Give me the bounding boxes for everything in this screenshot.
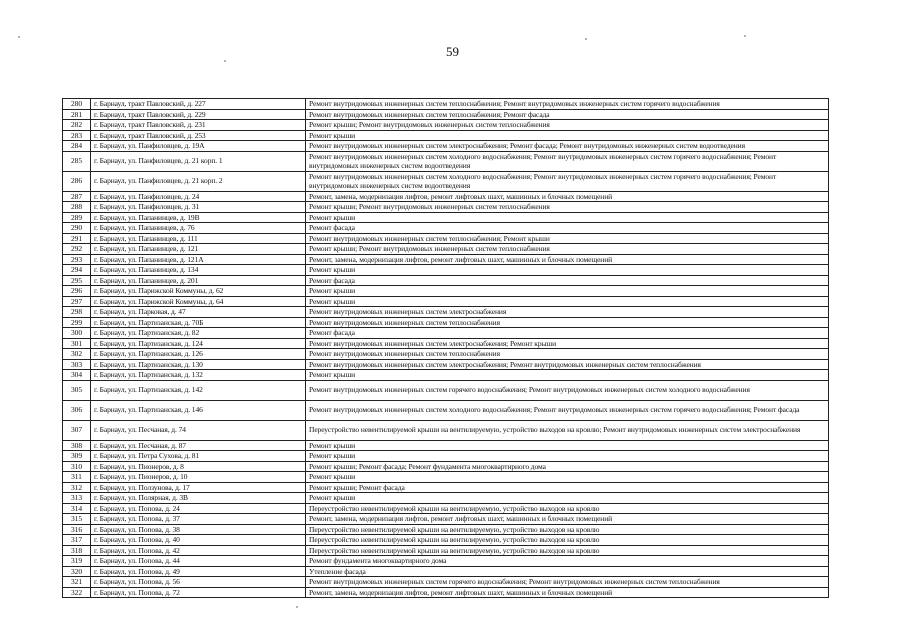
table-row [63, 338, 829, 349]
row-address: г. Барнаул, тракт Павловский, д. 227 [91, 99, 306, 110]
table-row [63, 493, 829, 504]
row-number: 287 [63, 191, 91, 202]
table-row [63, 482, 829, 493]
row-number: 306 [63, 400, 91, 420]
row-address: г. Барнаул, ул. Парижской Коммуны, д. 62 [91, 286, 306, 297]
table-row [63, 349, 829, 360]
row-address: г. Барнаул, ул. Папанинцев, д. 121А [91, 254, 306, 265]
row-works: Ремонт крыши; Ремонт внутридомовых инженерных систем теплоснабжения [306, 244, 829, 255]
row-works: Ремонт фасада [306, 275, 829, 286]
scan-speck [744, 35, 746, 37]
row-address: г. Барнаул, тракт Павловский, д. 253 [91, 130, 306, 141]
row-works: Ремонт, замена, модернизация лифтов, ремонт лифтовых шахт, машинных и блочных помещений [306, 587, 829, 598]
row-number: 285 [63, 151, 91, 171]
table-row [63, 109, 829, 120]
table-row [63, 524, 829, 535]
table-row [63, 223, 829, 234]
row-works: Ремонт внутридомовых инженерных систем электроснабжения [306, 307, 829, 318]
row-works: Ремонт внутридомовых инженерных систем теплоснабжения; Ремонт фасада [306, 109, 829, 120]
table-row [63, 120, 829, 131]
row-works: Ремонт крыши [306, 472, 829, 483]
table-row [63, 566, 829, 577]
row-number: 283 [63, 130, 91, 141]
row-works: Переустройство невентилируемой крыши на вентилируемую, устройство выходов на кровлю; Ремонт внутридомовых инженерных систем электроснабжения [306, 420, 829, 440]
table-row [63, 307, 829, 318]
row-address: г. Барнаул, ул. Песчаная, д. 74 [91, 420, 306, 440]
row-address: г. Барнаул, ул. Папанинцев, д. 134 [91, 265, 306, 276]
row-number: 297 [63, 296, 91, 307]
row-works: Ремонт внутридомовых инженерных систем холодного водоснабжения; Ремонт внутридомовых инженерных систем горячего водоснабжения; Ремонт фасада [306, 400, 829, 420]
row-works: Ремонт крыши; Ремонт внутридомовых инженерных систем теплоснабжения [306, 120, 829, 131]
row-number: 286 [63, 171, 91, 191]
table-row [63, 244, 829, 255]
row-works: Переустройство невентилируемой крыши на вентилируемую, устройство выходов на кровлю [306, 535, 829, 546]
row-number: 300 [63, 328, 91, 339]
row-number: 291 [63, 233, 91, 244]
table-row [63, 400, 829, 420]
row-address: г. Барнаул, ул. Панфиловцев, д. 19А [91, 141, 306, 152]
table-row [63, 296, 829, 307]
row-number: 316 [63, 524, 91, 535]
row-address: г. Барнаул, ул. Партизанская, д. 70Б [91, 317, 306, 328]
row-address: г. Барнаул, ул. Папанинцев, д. 121 [91, 244, 306, 255]
row-number: 281 [63, 109, 91, 120]
table-row [63, 370, 829, 381]
table-row [63, 202, 829, 213]
row-works: Ремонт крыши [306, 296, 829, 307]
table-row [63, 461, 829, 472]
row-number: 302 [63, 349, 91, 360]
row-address: г. Барнаул, ул. Панфиловцев, д. 21 корп. 2 [91, 171, 306, 191]
row-address: г. Барнаул, ул. Партизанская, д. 130 [91, 359, 306, 370]
table-row [63, 151, 829, 171]
table-row [63, 275, 829, 286]
row-number: 298 [63, 307, 91, 318]
row-number: 293 [63, 254, 91, 265]
row-address: г. Барнаул, ул. Попова, д. 38 [91, 524, 306, 535]
row-number: 322 [63, 587, 91, 598]
table-row [63, 503, 829, 514]
row-address: г. Барнаул, ул. Пионеров, д. 10 [91, 472, 306, 483]
table-row [63, 440, 829, 451]
row-address: г. Барнаул, ул. Парковая, д. 47 [91, 307, 306, 318]
row-works: Ремонт внутридомовых инженерных систем теплоснабжения [306, 349, 829, 360]
row-works: Ремонт крыши [306, 451, 829, 462]
row-works: Ремонт внутридомовых инженерных систем теплоснабжения; Ремонт крыши [306, 233, 829, 244]
table-row [63, 141, 829, 152]
row-address: г. Барнаул, ул. Песчаная, д. 87 [91, 440, 306, 451]
table-row [63, 233, 829, 244]
row-works: Ремонт крыши [306, 212, 829, 223]
row-number: 305 [63, 380, 91, 400]
row-works: Ремонт внутридомовых инженерных систем холодного водоснабжения; Ремонт внутридомовых инженерных систем горячего водоснабжения; Ремонт внутридомовых инженерных систем водоотведения [306, 151, 829, 171]
row-number: 320 [63, 566, 91, 577]
row-works: Переустройство невентилируемой крыши на вентилируемую, устройство выходов на кровлю [306, 524, 829, 535]
row-number: 314 [63, 503, 91, 514]
row-number: 312 [63, 482, 91, 493]
row-number: 318 [63, 545, 91, 556]
row-works: Переустройство невентилируемой крыши на вентилируемую, устройство выходов на кровлю [306, 545, 829, 556]
scan-speck [18, 36, 20, 38]
row-number: 311 [63, 472, 91, 483]
row-address: г. Барнаул, тракт Павловский, д. 229 [91, 109, 306, 120]
row-address: г. Барнаул, ул. Полярная, д. 3В [91, 493, 306, 504]
table-row [63, 212, 829, 223]
row-address: г. Барнаул, ул. Партизанская, д. 124 [91, 338, 306, 349]
table-row [63, 451, 829, 462]
row-address: г. Барнаул, ул. Партизанская, д. 132 [91, 370, 306, 381]
row-works: Ремонт крыши [306, 370, 829, 381]
table-row [63, 556, 829, 567]
scan-speck [585, 38, 587, 40]
row-address: г. Барнаул, ул. Попова, д. 72 [91, 587, 306, 598]
table-row [63, 577, 829, 588]
scan-speck [224, 60, 226, 62]
scan-speck [296, 606, 298, 608]
table-row [63, 545, 829, 556]
row-works: Ремонт, замена, модернизация лифтов, ремонт лифтовых шахт, машинных и блочных помещений [306, 191, 829, 202]
row-address: г. Барнаул, ул. Попова, д. 24 [91, 503, 306, 514]
row-works: Ремонт крыши [306, 130, 829, 141]
row-works: Ремонт, замена, модернизация лифтов, ремонт лифтовых шахт, машинных и блочных помещений [306, 514, 829, 525]
table-row [63, 286, 829, 297]
row-address: г. Барнаул, ул. Панфиловцев, д. 24 [91, 191, 306, 202]
table-body [63, 99, 829, 598]
row-works: Ремонт крыши; Ремонт фасада; Ремонт фундамента многоквартирного дома [306, 461, 829, 472]
row-works: Ремонт внутридомовых инженерных систем электроснабжения; Ремонт крыши [306, 338, 829, 349]
table-row [63, 171, 829, 191]
table-row [63, 380, 829, 400]
row-works: Ремонт фасада [306, 328, 829, 339]
row-address: г. Барнаул, ул. Попова, д. 49 [91, 566, 306, 577]
row-works: Ремонт крыши [306, 493, 829, 504]
row-works: Ремонт внутридомовых инженерных систем горячего водоснабжения; Ремонт внутридомовых инженерных систем теплоснабжения [306, 577, 829, 588]
row-address: г. Барнаул, ул. Попова, д. 44 [91, 556, 306, 567]
table-row [63, 420, 829, 440]
row-number: 290 [63, 223, 91, 234]
row-address: г. Барнаул, ул. Партизанская, д. 82 [91, 328, 306, 339]
row-address: г. Барнаул, ул. Петра Сухова, д. 81 [91, 451, 306, 462]
row-number: 321 [63, 577, 91, 588]
table-row [63, 472, 829, 483]
table-row [63, 359, 829, 370]
row-address: г. Барнаул, ул. Партизанская, д. 142 [91, 380, 306, 400]
table-row [63, 191, 829, 202]
row-number: 299 [63, 317, 91, 328]
row-number: 280 [63, 99, 91, 110]
row-works: Ремонт внутридомовых инженерных систем электроснабжения; Ремонт фасада; Ремонт внутридомовых инженерных систем водоотведения [306, 141, 829, 152]
table-row [63, 99, 829, 110]
table-row [63, 587, 829, 598]
row-number: 309 [63, 451, 91, 462]
row-works: Ремонт фасада [306, 223, 829, 234]
row-address: г. Барнаул, ул. Попова, д. 40 [91, 535, 306, 546]
row-address: г. Барнаул, ул. Папанинцев, д. 201 [91, 275, 306, 286]
row-number: 301 [63, 338, 91, 349]
row-number: 303 [63, 359, 91, 370]
page-number: 59 [446, 44, 459, 59]
row-number: 284 [63, 141, 91, 152]
table-row [63, 317, 829, 328]
table-row [63, 254, 829, 265]
row-address: г. Барнаул, тракт Павловский, д. 231 [91, 120, 306, 131]
row-address: г. Барнаул, ул. Парижской Коммуны, д. 64 [91, 296, 306, 307]
table-row [63, 328, 829, 339]
row-number: 310 [63, 461, 91, 472]
table-row [63, 130, 829, 141]
row-works: Ремонт крыши; Ремонт фасада [306, 482, 829, 493]
row-works: Ремонт внутридомовых инженерных систем горячего водоснабжения; Ремонт внутридомовых инженерных систем холодного водоснабжения [306, 380, 829, 400]
row-works: Ремонт внутридомовых инженерных систем теплоснабжения; Ремонт внутридомовых инженерных систем горячего водоснабжения [306, 99, 829, 110]
row-number: 292 [63, 244, 91, 255]
row-address: г. Барнаул, ул. Попова, д. 56 [91, 577, 306, 588]
row-number: 315 [63, 514, 91, 525]
row-address: г. Барнаул, ул. Партизанская, д. 146 [91, 400, 306, 420]
row-address: г. Барнаул, ул. Пионеров, д. 8 [91, 461, 306, 472]
table-row [63, 514, 829, 525]
row-number: 295 [63, 275, 91, 286]
row-address: г. Барнаул, ул. Ползунова, д. 17 [91, 482, 306, 493]
row-works: Ремонт внутридомовых инженерных систем теплоснабжения [306, 317, 829, 328]
row-number: 317 [63, 535, 91, 546]
row-works: Переустройство невентилируемой крыши на вентилируемую, устройство выходов на кровлю [306, 503, 829, 514]
row-works: Утепление фасада [306, 566, 829, 577]
row-number: 289 [63, 212, 91, 223]
row-number: 319 [63, 556, 91, 567]
row-works: Ремонт крыши [306, 440, 829, 451]
row-address: г. Барнаул, ул. Попова, д. 37 [91, 514, 306, 525]
repair-table-container [62, 98, 828, 598]
table-row [63, 265, 829, 276]
repair-schedule-table [62, 98, 829, 598]
row-address: г. Барнаул, ул. Попова, д. 42 [91, 545, 306, 556]
row-number: 307 [63, 420, 91, 440]
row-works: Ремонт, замена, модернизация лифтов, ремонт лифтовых шахт, машинных и блочных помещений [306, 254, 829, 265]
row-address: г. Барнаул, ул. Папанинцев, д. 111 [91, 233, 306, 244]
row-number: 288 [63, 202, 91, 213]
row-address: г. Барнаул, ул. Панфиловцев, д. 31 [91, 202, 306, 213]
row-address: г. Барнаул, ул. Папанинцев, д. 76 [91, 223, 306, 234]
row-number: 282 [63, 120, 91, 131]
row-number: 296 [63, 286, 91, 297]
row-works: Ремонт крыши [306, 265, 829, 276]
row-works: Ремонт крыши; Ремонт внутридомовых инженерных систем теплоснабжения [306, 202, 829, 213]
row-number: 304 [63, 370, 91, 381]
table-row [63, 535, 829, 546]
row-number: 308 [63, 440, 91, 451]
row-works: Ремонт фундамента многоквартирного дома [306, 556, 829, 567]
row-address: г. Барнаул, ул. Панфиловцев, д. 21 корп. 1 [91, 151, 306, 171]
row-number: 313 [63, 493, 91, 504]
row-address: г. Барнаул, ул. Папанинцев, д. 19В [91, 212, 306, 223]
row-number: 294 [63, 265, 91, 276]
row-works: Ремонт внутридомовых инженерных систем холодного водоснабжения; Ремонт внутридомовых инженерных систем горячего водоснабжения; Ремонт внутридомовых инженерных систем водоотведения [306, 171, 829, 191]
row-address: г. Барнаул, ул. Партизанская, д. 126 [91, 349, 306, 360]
row-works: Ремонт внутридомовых инженерных систем электроснабжения; Ремонт внутридомовых инженерных систем теплоснабжения [306, 359, 829, 370]
row-works: Ремонт крыши [306, 286, 829, 297]
